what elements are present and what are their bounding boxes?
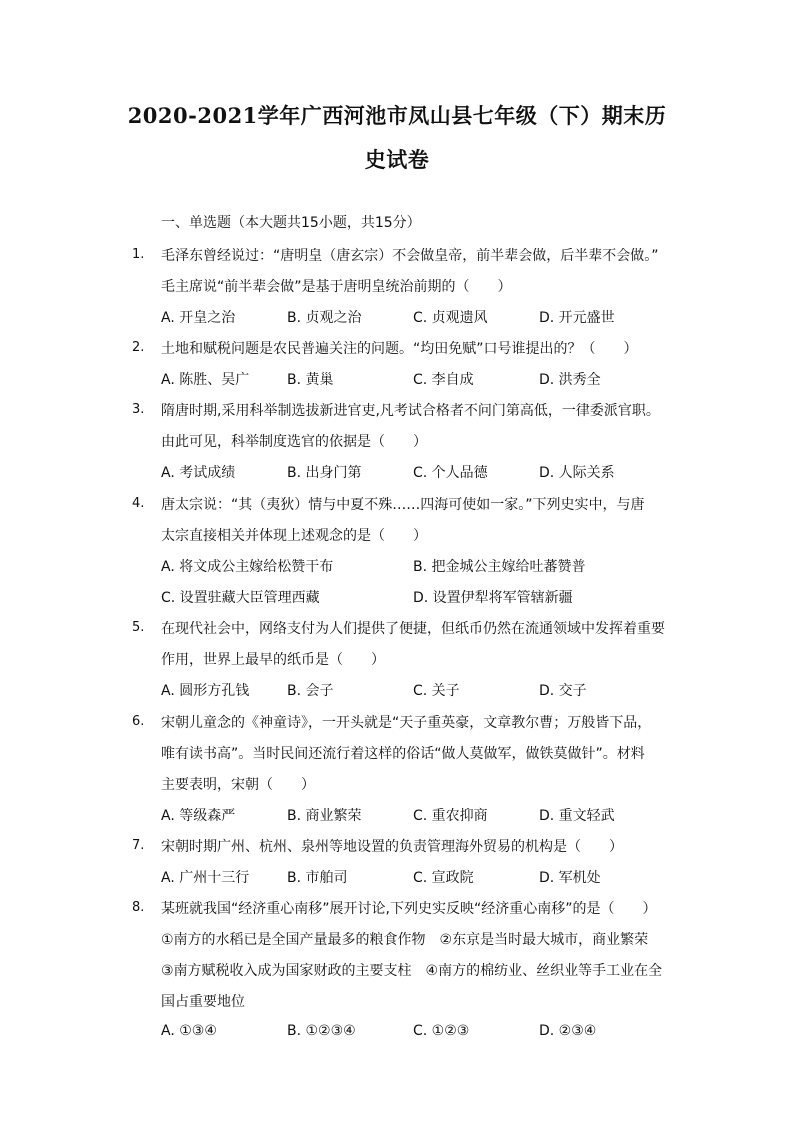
question-number: 7. xyxy=(132,838,145,853)
option-d: D. 重文轻武 xyxy=(539,808,615,824)
question-text-line: 由此可见，科举制度选官的依据是（ ） xyxy=(161,434,427,450)
option-c: C. 重农抑商 xyxy=(413,808,488,824)
section-heading: 一、单选题（本大题共15小题，共15分） xyxy=(161,215,421,231)
option-a: A. 广州十三行 xyxy=(161,870,250,886)
question-number: 6. xyxy=(132,714,145,729)
question-text-line: ①南方的水稻已是全国产量最多的粮食作物 ②东京是当时最大城市，商业繁荣 xyxy=(161,932,649,948)
question-number: 3. xyxy=(132,402,145,417)
question-text-line: 作用，世界上最早的纸币是（ ） xyxy=(161,652,385,668)
page-title-line1: 2020-2021学年广西河池市凤山县七年级（下）期末历 xyxy=(127,103,667,128)
option-a: A. 开皇之治 xyxy=(161,310,236,326)
option-d: D. 人际关系 xyxy=(539,465,615,481)
question-number: 2. xyxy=(132,340,145,355)
question-text-line: 土地和赋税问题是农民普遍关注的问题。“均田免赋”口号谁提出的？（ ） xyxy=(161,341,638,357)
option-c: C. 关子 xyxy=(413,683,460,699)
option-c: C. 宣政院 xyxy=(413,870,474,886)
option-a: A. 陈胜、吴广 xyxy=(161,372,250,388)
question-text-line: 国占重要地位 xyxy=(161,994,245,1010)
option-a: A. 圆形方孔钱 xyxy=(161,683,250,699)
option-a: A. ①③④ xyxy=(161,1023,217,1039)
question-text-line: 唯有读书高”。当时民间还流行着这样的俗话“做人莫做军，做铁莫做针”。材料 xyxy=(161,746,645,762)
question-number: 8. xyxy=(132,900,145,915)
question-text-line: 毛泽东曾经说过：“唐明皇（唐玄宗）不会做皇帝，前半辈会做，后半辈不会做。” xyxy=(161,248,659,264)
question-text-line: 主要表明，宋朝（ ） xyxy=(161,777,315,793)
question-text-line: 在现代社会中，网络支付为人们提供了便捷，但纸币仍然在流通领域中发挥着重要 xyxy=(161,621,665,637)
option-a: A. 将文成公主嫁给松赞干布 xyxy=(161,559,334,575)
question-text-line: 隋唐时期,采用科举制选拔新进官吏,凡考试合格者不问门第高低，一律委派官职。 xyxy=(161,403,660,419)
option-b: B. 市舶司 xyxy=(287,870,348,886)
question-text-line: 某班就我国“经济重心南移”展开讨论,下列史实反映“经济重心南移”的是（ ） xyxy=(161,901,657,917)
question-number: 1. xyxy=(132,247,145,262)
option-c: C. 设置驻藏大臣管理西藏 xyxy=(161,590,320,606)
option-b: B. 会子 xyxy=(287,683,334,699)
option-b: B. 出身门第 xyxy=(287,465,362,481)
option-d: D. 洪秀全 xyxy=(539,372,601,388)
option-a: A. 考试成绩 xyxy=(161,465,236,481)
question-text-line: 唐太宗说：“其（夷狄）情与中夏不殊……四海可使如一家。”下列史实中，与唐 xyxy=(161,497,645,513)
option-c: C. 贞观遗风 xyxy=(413,310,488,326)
option-a: A. 等级森严 xyxy=(161,808,236,824)
option-d: D. 设置伊犁将军管辖新疆 xyxy=(413,590,573,606)
option-d: D. 开元盛世 xyxy=(539,310,615,326)
option-b: B. 贞观之治 xyxy=(287,310,362,326)
option-b: B. 黄巢 xyxy=(287,372,334,388)
option-c: C. ①②③ xyxy=(413,1023,470,1039)
option-d: D. ②③④ xyxy=(539,1023,597,1039)
question-text-line: ③南方赋税收入成为国家财政的主要支柱 ④南方的棉纺业、丝织业等手工业在全 xyxy=(161,963,663,979)
option-d: D. 军机处 xyxy=(539,870,601,886)
option-d: D. 交子 xyxy=(539,683,587,699)
question-text-line: 毛主席说“前半辈会做”是基于唐明皇统治前期的（ ） xyxy=(161,279,512,295)
page-title-line2: 史试卷 xyxy=(364,147,430,172)
option-b: B. 把金城公主嫁给吐蕃赞普 xyxy=(413,559,586,575)
option-b: B. 商业繁荣 xyxy=(287,808,362,824)
option-c: C. 个人品德 xyxy=(413,465,488,481)
question-number: 5. xyxy=(132,620,145,635)
option-c: C. 李自成 xyxy=(413,372,474,388)
question-number: 4. xyxy=(132,496,145,511)
question-text-line: 宋朝时期广州、杭州、泉州等地设置的负责管理海外贸易的机构是（ ） xyxy=(161,839,623,855)
option-b: B. ①②③④ xyxy=(287,1023,356,1039)
question-text-line: 宋朝儿童念的《神童诗》，一开头就是“天子重英豪，文章教尔曹；万般皆下品， xyxy=(161,715,652,731)
question-text-line: 太宗直接相关并体现上述观念的是（ ） xyxy=(161,528,427,544)
